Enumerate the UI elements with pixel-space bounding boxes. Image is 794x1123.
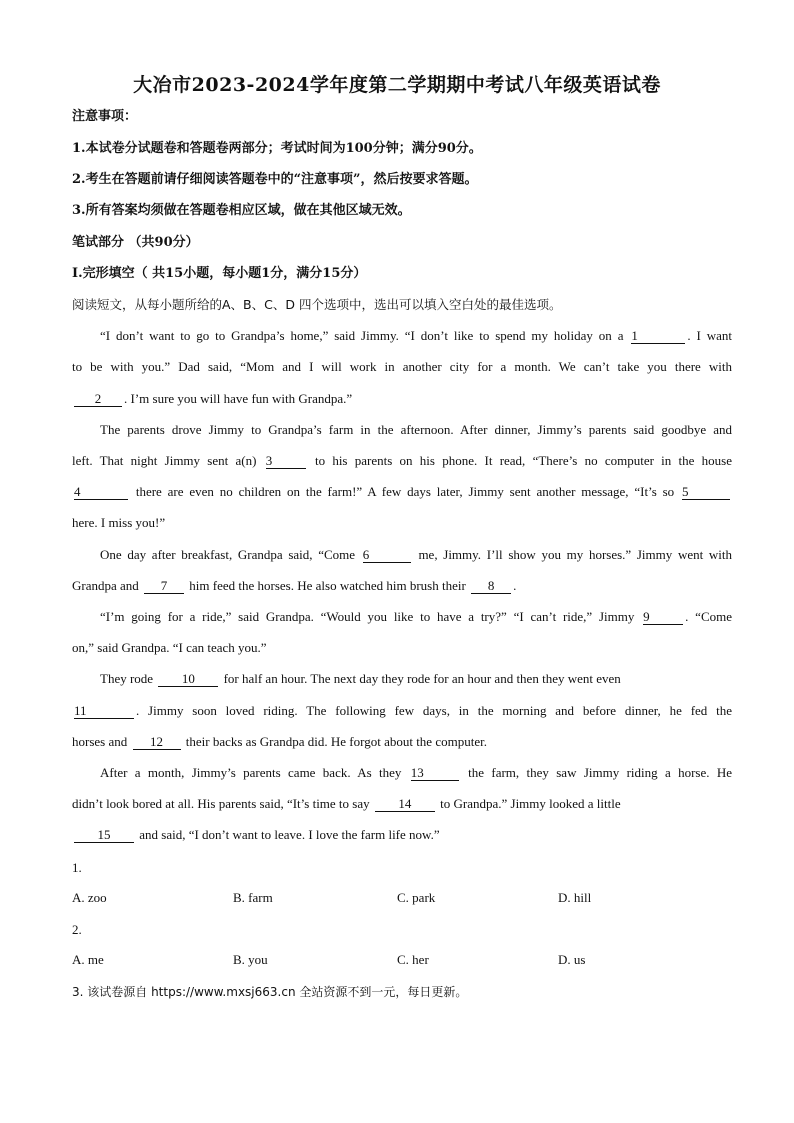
option-a[interactable]: A. me [72, 952, 104, 967]
blank-2: 2 [74, 391, 122, 407]
notice-heading: 注意事项： [72, 109, 138, 124]
option-d[interactable]: D. us [558, 952, 586, 967]
option-a[interactable]: A. zoo [72, 890, 107, 905]
passage-line: 4 there are even no children on the farm!” A few days later, Jimmy sent another message, “It’s so 5 [72, 482, 732, 502]
blank-6: 6 [363, 547, 411, 563]
notice-item-2: 2.考生在答题前请仔细阅读答题卷中的“注意事项”，然后按要求答题。 [72, 172, 478, 187]
blank-11: 11 [74, 703, 134, 719]
passage-line: didn’t look bored at all. His parents said, “It’s time to say 14 to Grandpa.” Jimmy looked a little [72, 796, 621, 811]
blank-14: 14 [375, 796, 435, 812]
blank-13: 13 [411, 765, 459, 781]
passage-line: 2 . I’m sure you will have fun with Grandpa.” [72, 389, 732, 409]
blank-8: 8 [471, 578, 511, 594]
passage-line: 15 and said, “I don’t want to leave. I love the farm life now.” [72, 825, 732, 845]
part-instruction: 阅读短文，从每小题所给的A、B、C、D 四个选项中，选出可以填入空白处的最佳选项。 [72, 297, 562, 312]
blank-1: 1 [631, 328, 685, 344]
blank-7: 7 [144, 578, 184, 594]
blank-3: 3 [266, 453, 306, 469]
passage-line: Grandpa and 7 him feed the horses. He also watched him brush their 8 . [72, 578, 517, 593]
passage-line: to be with you.” Dad said, “Mom and I will work in another city for a month. We can’t take you there with [72, 359, 732, 374]
blank-5: 5 [682, 484, 730, 500]
passage-line: 11 . Jimmy soon loved riding. The following few days, in the morning and before dinner, he fed the [74, 703, 732, 718]
passage-line: here. I miss you!” [72, 515, 166, 530]
question-number: 2. [72, 922, 82, 937]
passage-line: One day after breakfast, Grandpa said, “Come 6 me, Jimmy. I’ll show you my horses.” Jimmy went with [100, 547, 733, 562]
passage-line: “I don’t want to go to Grandpa’s home,” said Jimmy. “I don’t like to spend my holiday on a 1 . I want [100, 328, 732, 343]
blank-9: 9 [643, 609, 683, 625]
blank-12: 12 [133, 734, 181, 750]
part-title: Ⅰ.完形填空（ 共15小题，每小题1分，满分15分） [72, 266, 367, 281]
blank-4: 4 [74, 484, 128, 500]
option-c[interactable]: C. her [397, 952, 429, 967]
passage-line: “I’m going for a ride,” said Grandpa. “Would you like to have a try?” “I can’t ride,” Jimmy 9 . “Come [100, 609, 733, 624]
notice-item-1: 1.本试卷分试题卷和答题卷两部分；考试时间为100分钟；满分90分。 [72, 141, 482, 156]
option-c[interactable]: C. park [397, 890, 436, 905]
notice-item-3: 3.所有答案均须做在答题卷相应区域，做在其他区域无效。 [72, 203, 411, 218]
passage-line: left. That night Jimmy sent a(n) 3 to his parents on his phone. It read, “There’s no computer in the house [72, 453, 733, 468]
passage-line: horses and 12 their backs as Grandpa did. He forgot about the computer. [72, 734, 487, 749]
passage-line: They rode 10 for half an hour. The next day they rode for an hour and then they went even [100, 671, 621, 686]
exam-title: 大冶市2023-2024学年度第二学期期中考试八年级英语试卷 [133, 74, 661, 96]
option-d[interactable]: D. hill [558, 890, 592, 905]
source-footer: 3. 该试卷源自 https://www.mxsj663.cn 全站资源不到一元，每日更新。 [72, 985, 468, 999]
passage-line: on,” said Grandpa. “I can teach you.” [72, 640, 267, 655]
blank-10: 10 [158, 671, 218, 687]
question-number: 1. [72, 860, 82, 875]
passage-line: After a month, Jimmy’s parents came back. As they 13 the farm, they saw Jimmy riding a horse. He [100, 765, 733, 780]
passage-line: The parents drove Jimmy to Grandpa’s farm in the afternoon. After dinner, Jimmy’s parents said goodbye and [100, 422, 732, 437]
option-b[interactable]: B. farm [233, 890, 273, 905]
option-b[interactable]: B. you [233, 952, 268, 967]
section-heading: 笔试部分 （共90分） [72, 235, 199, 250]
blank-15: 15 [74, 827, 134, 843]
